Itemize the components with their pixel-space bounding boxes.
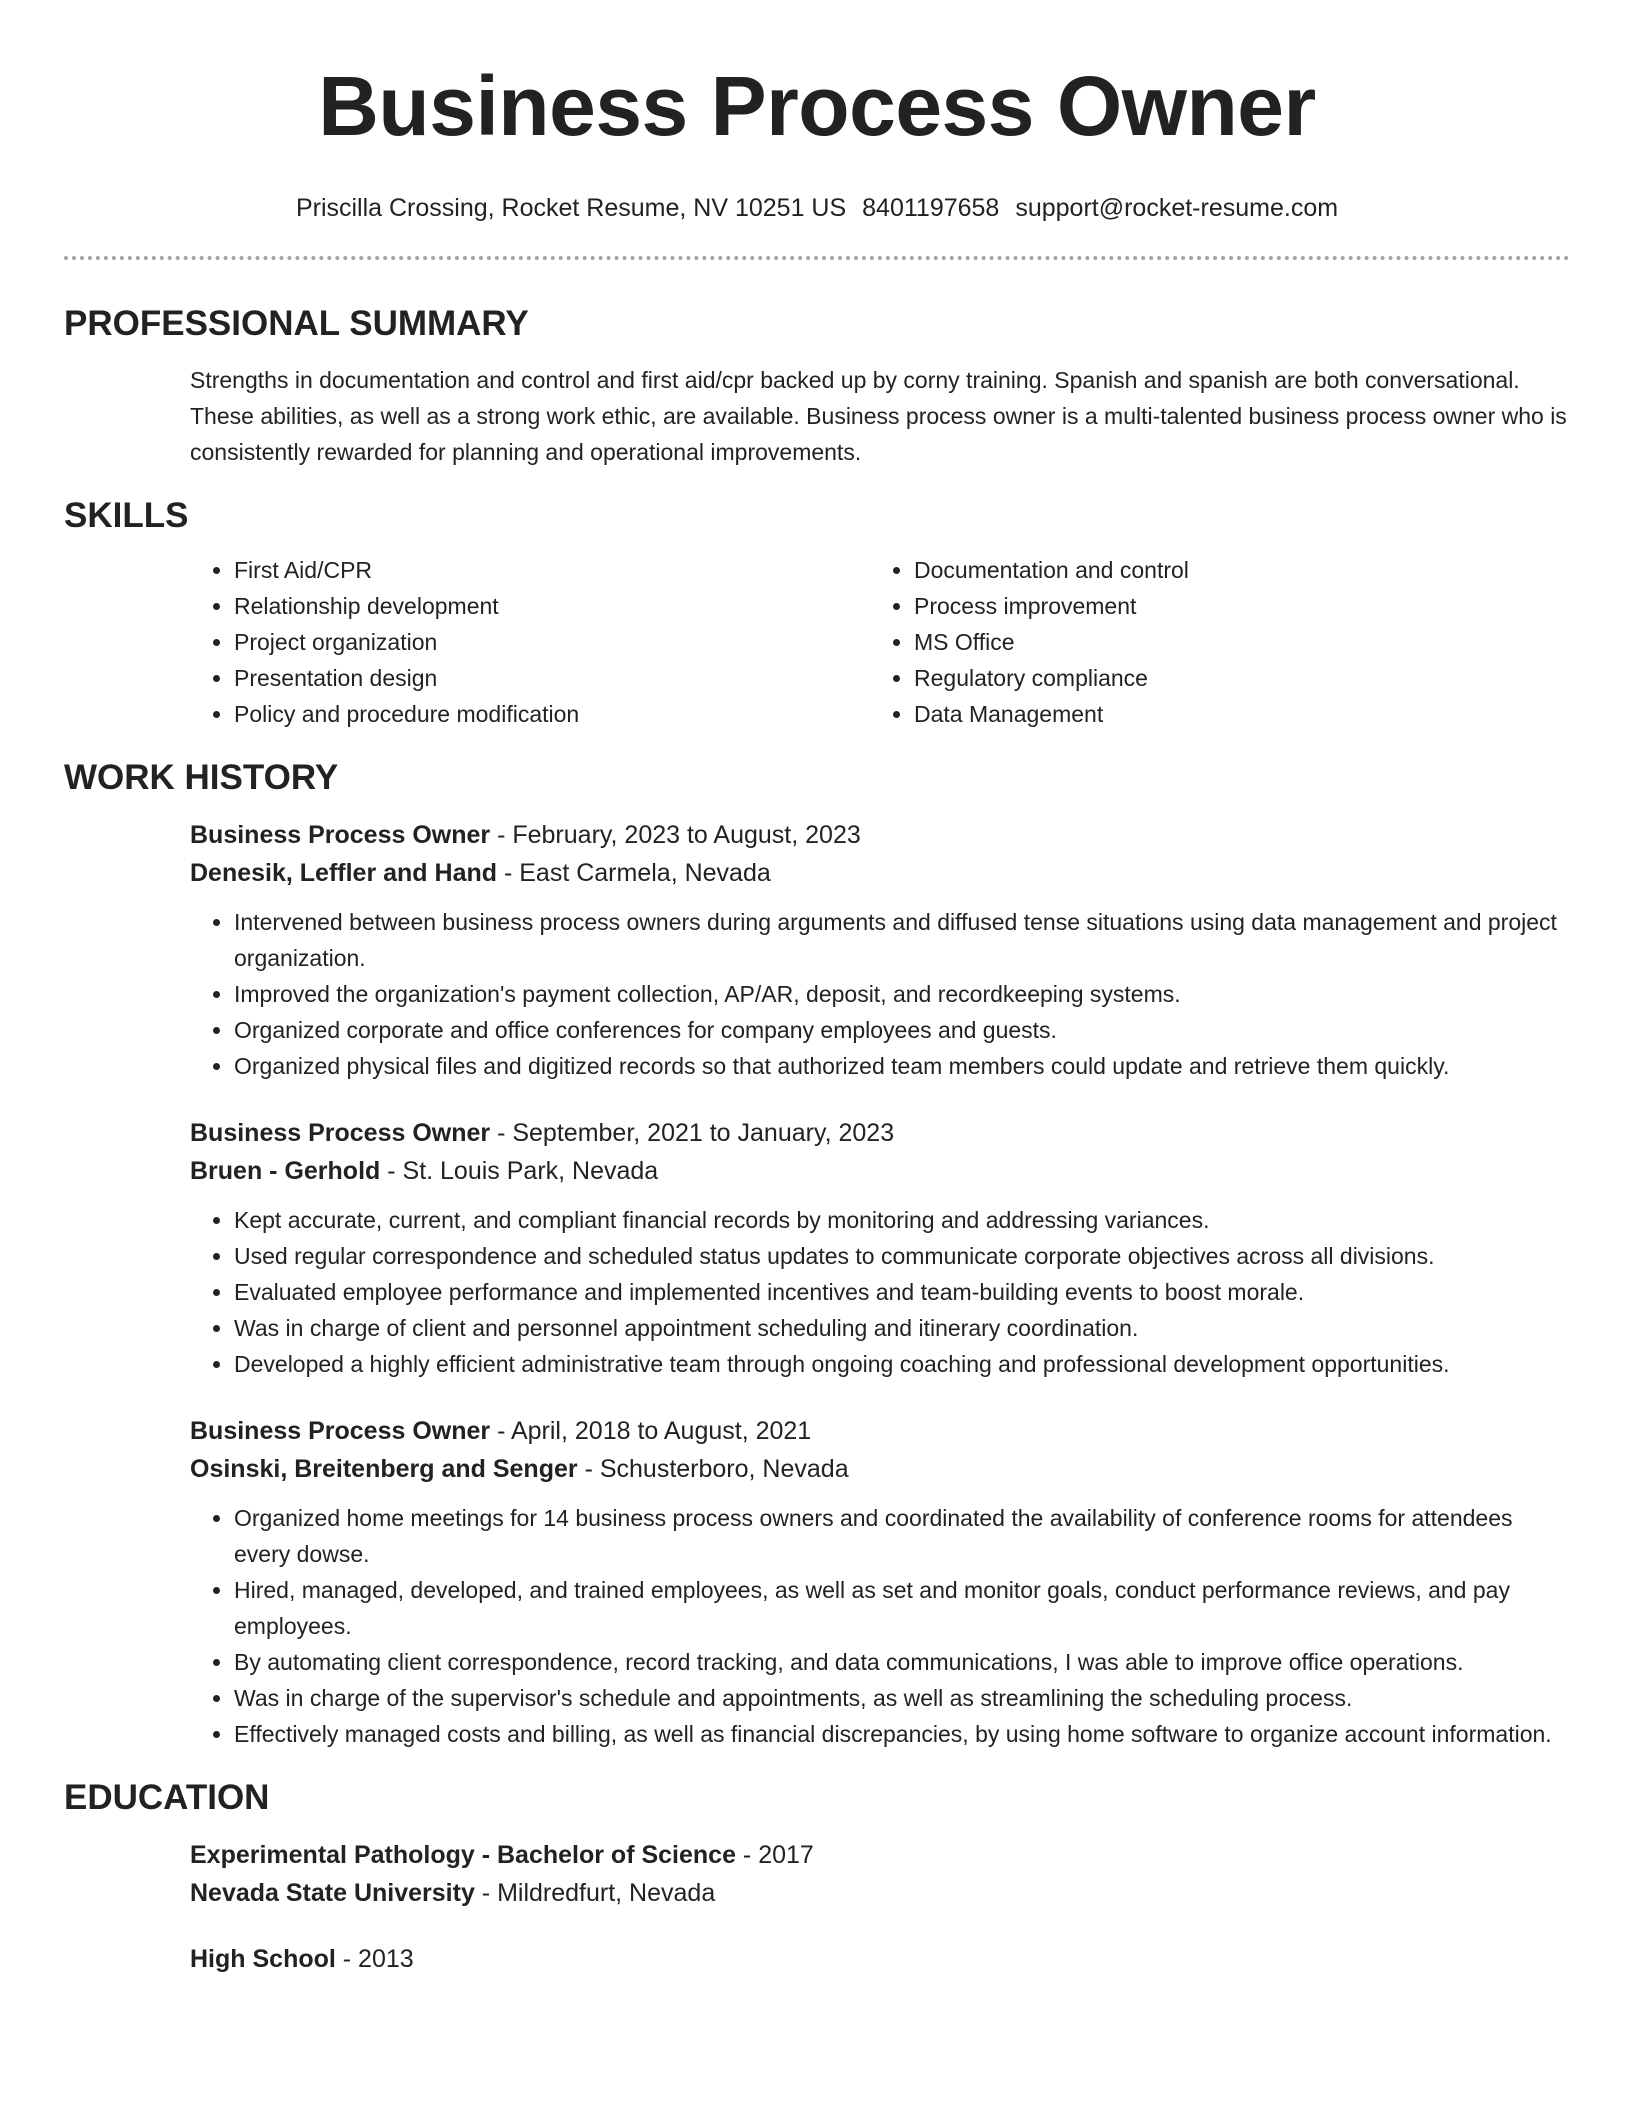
contact-address: Priscilla Crossing, Rocket Resume, NV 10251 US [295,194,847,222]
job-title: Business Process Owner [190,1119,491,1147]
skill-item: • First Aid/CPR [234,552,870,588]
skill-item: • Project organization [234,624,870,660]
summary-section [190,362,1570,470]
job-location: - East Carmela, Nevada [497,859,771,887]
education-entry [190,1940,1570,1978]
contact-phone: 8401197658 [862,194,1000,222]
job-title-line [190,816,1570,854]
skill-item: • Presentation design [234,660,870,696]
resume-name: Business Process Owner [318,59,1316,153]
skill-item: • Regulatory compliance [914,660,1189,696]
job-company: Bruen - Gerhold [190,1157,381,1185]
education-school: Nevada State University [190,1879,475,1907]
job-company-line [190,854,1570,892]
job-company: Denesik, Leffler and Hand [190,859,498,887]
job-dates: - April, 2018 to August, 2021 [490,1417,812,1445]
education-degree: Experimental Pathology - Bachelor of Science [190,1841,736,1869]
education-year: - 2017 [735,1841,814,1869]
skill-item: • Documentation and control [914,552,1189,588]
summary-heading: PROFESSIONAL SUMMARY [64,304,529,343]
job-bullet: • Was in charge of the supervisor's schedule and appointments, as well as streamlining the scheduling process. [234,1680,1570,1716]
job-bullet: • By automating client correspondence, record tracking, and data communications, I was able to improve office operations. [234,1644,1570,1680]
job-entry [190,816,1570,1084]
education-degree: High School [190,1945,336,1973]
skills-left-column [190,552,870,732]
job-title: Business Process Owner [190,1417,491,1445]
job-bullet: • Organized home meetings for 14 business process owners and coordinated the availability of conference rooms for attendees every dowse. [234,1500,1570,1572]
job-title-line [190,1412,1570,1450]
job-location: - St. Louis Park, Nevada [380,1157,659,1185]
job-bullets [190,1500,1570,1752]
job-location: - Schusterboro, Nevada [577,1455,849,1483]
skills-section [190,552,1570,732]
job-company: Osinski, Breitenberg and Senger [190,1455,578,1483]
education-location: - Mildredfurt, Nevada [474,1879,716,1907]
job-bullets [190,1202,1570,1382]
job-title: Business Process Owner [190,821,491,849]
contact-line [64,192,1570,224]
skills-heading: SKILLS [64,496,189,535]
job-bullet: • Improved the organization's payment collection, AP/AR, deposit, and recordkeeping systems. [234,976,1570,1012]
education-degree-line [190,1836,1570,1874]
job-bullet: • Intervened between business process owners during arguments and diffused tense situations using data management and project organization. [234,904,1570,976]
job-bullet: • Developed a highly efficient administrative team through ongoing coaching and professional development opportunities. [234,1346,1570,1382]
education-school-line [190,1874,1570,1912]
summary-text: Strengths in documentation and control and first aid/cpr backed up by corny training. Spanish and spanish are both conversational. These abilities, as well as a strong work ethic, are available. Business process owner is a multi-talented business process owner who is consistently rewarded for planning and operational improvements. [190,367,1567,465]
job-company-line [190,1450,1570,1488]
skill-item: • MS Office [914,624,1189,660]
job-bullet: • Used regular correspondence and scheduled status updates to communicate corporate objectives across all divisions. [234,1238,1570,1274]
education-degree-line [190,1940,1570,1978]
skills-right-column [870,552,1189,732]
job-title-line [190,1114,1570,1152]
job-company-line [190,1152,1570,1190]
header-divider [64,256,1570,260]
job-bullet: • Effectively managed costs and billing, as well as financial discrepancies, by using home software to organize account information. [234,1716,1570,1752]
job-bullet: • Organized corporate and office conferences for company employees and guests. [234,1012,1570,1048]
job-entry [190,1412,1570,1752]
job-bullet: • Evaluated employee performance and implemented incentives and team-building events to boost morale. [234,1274,1570,1310]
education-year: - 2013 [335,1945,414,1973]
job-bullet: • Kept accurate, current, and compliant financial records by monitoring and addressing variances. [234,1202,1570,1238]
job-bullets [190,904,1570,1084]
job-bullet: • Organized physical files and digitized records so that authorized team members could update and retrieve them quickly. [234,1048,1570,1084]
education-heading: EDUCATION [64,1778,270,1817]
skill-item: • Data Management [914,696,1189,732]
job-entry [190,1114,1570,1382]
skill-item: • Policy and procedure modification [234,696,870,732]
skill-item: • Relationship development [234,588,870,624]
job-dates: - February, 2023 to August, 2023 [490,821,861,849]
education-entry [190,1836,1570,1912]
job-bullet: • Hired, managed, developed, and trained employees, as well as set and monitor goals, conduct performance reviews, and pay employees. [234,1572,1570,1644]
contact-email: support@rocket-resume.com [1015,194,1339,222]
job-dates: - September, 2021 to January, 2023 [490,1119,895,1147]
skill-item: • Process improvement [914,588,1189,624]
work-history-heading: WORK HISTORY [64,758,339,797]
resume-page [64,0,1570,1978]
job-bullet: • Was in charge of client and personnel appointment scheduling and itinerary coordination. [234,1310,1570,1346]
